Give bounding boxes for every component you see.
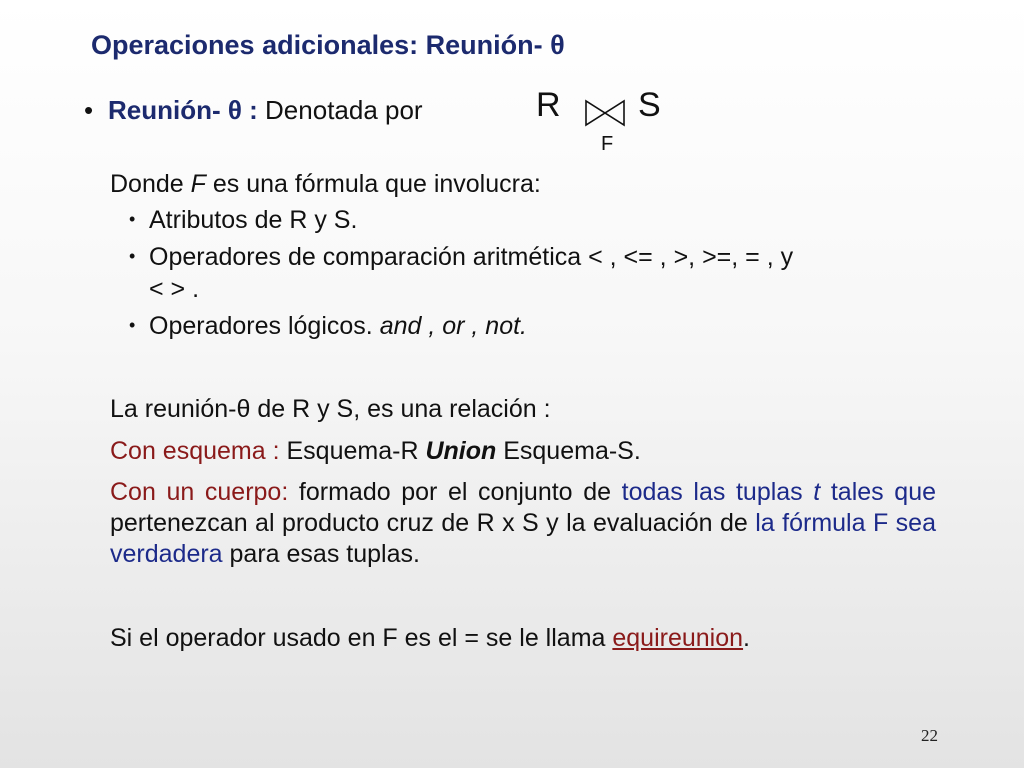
bullet-marker: • bbox=[129, 209, 136, 229]
body-label: Con un cuerpo: bbox=[110, 478, 289, 506]
logical-operators: and , or , not. bbox=[379, 312, 528, 340]
schema-union-keyword: Union bbox=[425, 437, 497, 465]
relation-line: La reunión-θ de R y S, es una relación : bbox=[110, 395, 551, 423]
final-line bbox=[110, 624, 750, 653]
expr-subscript-formula: F bbox=[601, 133, 614, 155]
sub-bullet-text: Operadores lógicos. bbox=[149, 312, 380, 340]
expr-right-relation: S bbox=[638, 86, 661, 124]
sub-bullet-logical bbox=[129, 312, 527, 341]
schema-line bbox=[110, 437, 641, 466]
body-text: para esas tuplas. bbox=[222, 540, 420, 568]
body-highlight-formula: la fórmula F sea verdadera bbox=[110, 509, 936, 568]
body-highlight-tuples: todas las tuplas bbox=[621, 478, 814, 506]
sub-bullet-comparison-continued: < > . bbox=[149, 275, 200, 303]
equireunion-link[interactable]: equireunion bbox=[612, 624, 744, 652]
sub-bullet-attributes bbox=[129, 206, 357, 235]
intro-line: Donde F es una fórmula que involucra: bbox=[110, 170, 541, 198]
schema-text-left: Esquema-R bbox=[286, 437, 426, 465]
sub-bullet-text: Operadores de comparación aritmética < , <= , >, >=, = , y bbox=[149, 243, 794, 271]
slide-title: Operaciones adicionales: Reunión- θ bbox=[91, 30, 565, 60]
body-paragraph bbox=[110, 477, 936, 570]
page-number: 22 bbox=[921, 726, 938, 745]
body-highlight-such-that: t tales que bbox=[813, 478, 936, 506]
bullet-reunion-theta bbox=[84, 95, 423, 126]
schema-text-right: Esquema-S. bbox=[496, 437, 641, 465]
expr-left-relation: R bbox=[536, 86, 561, 124]
body-text: formado por el conjunto de bbox=[288, 478, 622, 506]
bullet-marker: • bbox=[129, 315, 136, 335]
bullet-marker: • bbox=[84, 95, 94, 125]
join-bowtie-icon bbox=[584, 99, 626, 127]
schema-label: Con esquema : bbox=[110, 437, 287, 465]
bullet-marker: • bbox=[129, 246, 136, 266]
bullet-bold-term: Reunión- θ : bbox=[108, 95, 266, 125]
sub-bullet-comparison bbox=[129, 243, 793, 272]
sub-bullet-text: Atributos de R y S. bbox=[149, 206, 358, 234]
final-text: Si el operador usado en F es el = se le llama bbox=[110, 624, 613, 652]
final-period: . bbox=[743, 624, 750, 652]
bullet-description: Denotada por bbox=[265, 95, 423, 125]
body-text: pertenezcan al producto cruz de R x S y la evaluación de bbox=[110, 509, 756, 537]
